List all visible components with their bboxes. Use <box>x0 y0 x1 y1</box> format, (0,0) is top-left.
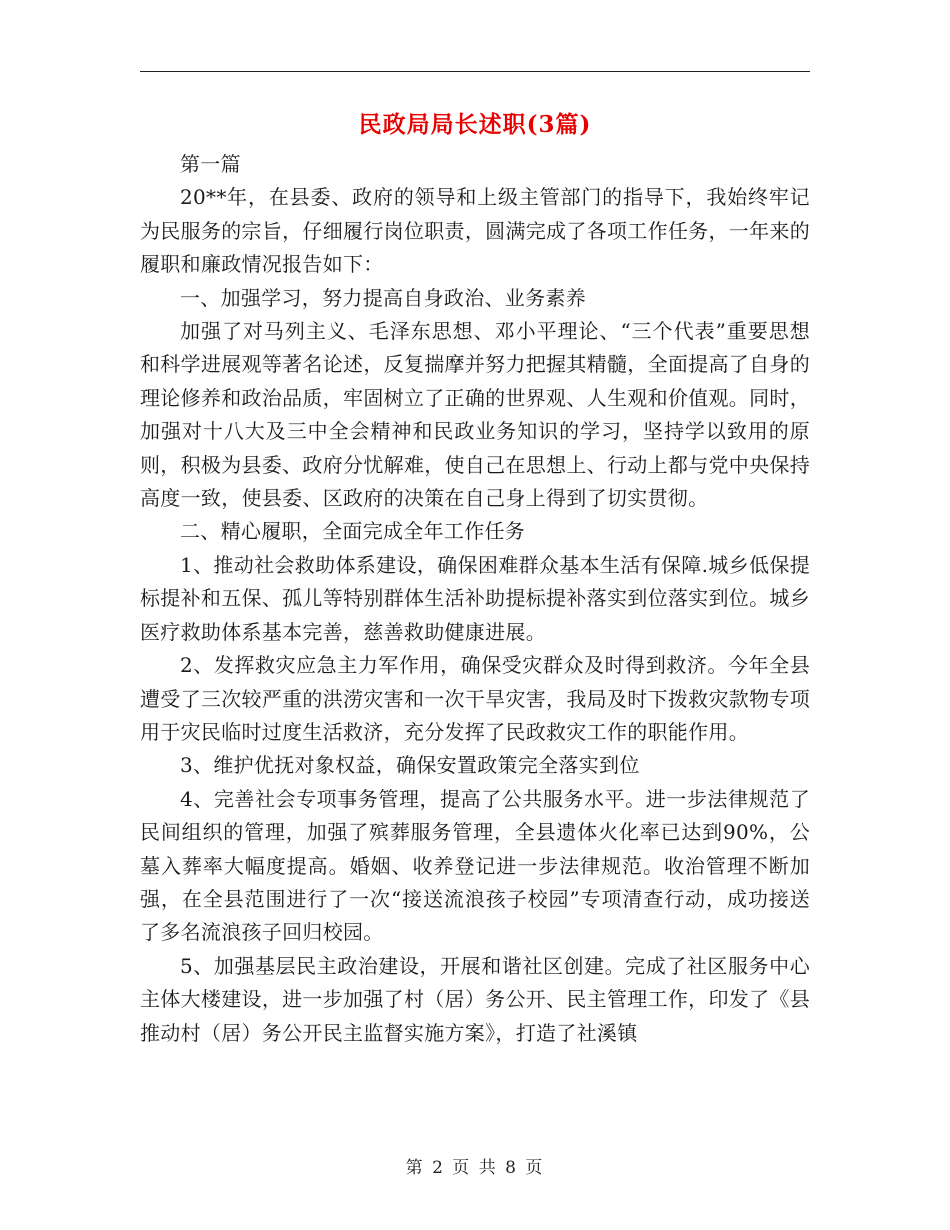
body-paragraph: 2、发挥救灾应急主力军作用，确保受灾群众及时得到救济。今年全县遭受了三次较严重的洪涝灾害和一次干旱灾害，我局及时下拨救灾款物专项用于灾民临时过度生活救济，充分发挥了民政救灾工作的职能作用。 <box>140 653 810 744</box>
body-paragraph: 20**年，在县委、政府的领导和上级主管部门的指导下，我始终牢记为民服务的宗旨，仔细履行岗位职责，圆满完成了各项工作任务，一年来的履职和廉政情况报告如下： <box>140 185 810 277</box>
page-number: 第 2 页 共 8 页 <box>405 1158 545 1178</box>
body-paragraph: 1、推动社会救助体系建设，确保困难群众基本生活有保障.城乡低保提标提补和五保、孤儿等特别群体生活补助提标提补落实到位落实到位。城乡医疗救助体系基本完善，慈善救助健康进展。 <box>140 552 810 644</box>
body-paragraph: 加强了对马列主义、毛泽东思想、邓小平理论、“三个代表”重要思想和科学进展观等著名论述，反复揣摩并努力把握其精髓，全面提高了自身的理论修养和政治品质，牢固树立了正确的世界观、人生观和价值观。同时，加强对十八大及三中全会精神和民政业务知识的学习，坚持学以致用的原则，积极为县委、政府分忧解难，使自己在思想上、行动上都与党中央保持高度一致，使县委、区政府的决策在自己身上得到了切实贯彻。 <box>140 319 810 511</box>
section-heading-study: 一、加强学习，努力提高自身政治、业务素养 <box>180 285 586 310</box>
body-paragraph: 5、加强基层民主政治建设，开展和谐社区创建。完成了社区服务中心主体大楼建设，进一步加强了村（居）务公开、民主管理工作，印发了《县推动村（居）务公开民主监督实施方案》，打造了社溪镇 <box>140 953 810 1045</box>
body-paragraph: 3、维护优抚对象权益，确保安置政策完全落实到位 <box>180 753 640 778</box>
body-paragraph: 4、完善社会专项事务管理，提高了公共服务水平。进一步法律规范了民间组织的管理，加强了殡葬服务管理，全县遗体火化率已达到90%，公墓入葬率大幅度提高。婚姻、收养登记进一步法律规范。收治管理不断加强，在全县范围进行了一次“接送流浪孩子校园”专项清查行动，成功接送了多名流浪孩子回归校园。 <box>140 786 810 945</box>
document-body <box>140 148 810 1050</box>
section-heading-first: 第一篇 <box>180 152 241 176</box>
header-rule <box>140 71 810 72</box>
document-title: 民政局局长述职(3篇) <box>358 111 592 138</box>
section-heading-duty: 二、精心履职，全面完成全年工作任务 <box>180 519 526 544</box>
